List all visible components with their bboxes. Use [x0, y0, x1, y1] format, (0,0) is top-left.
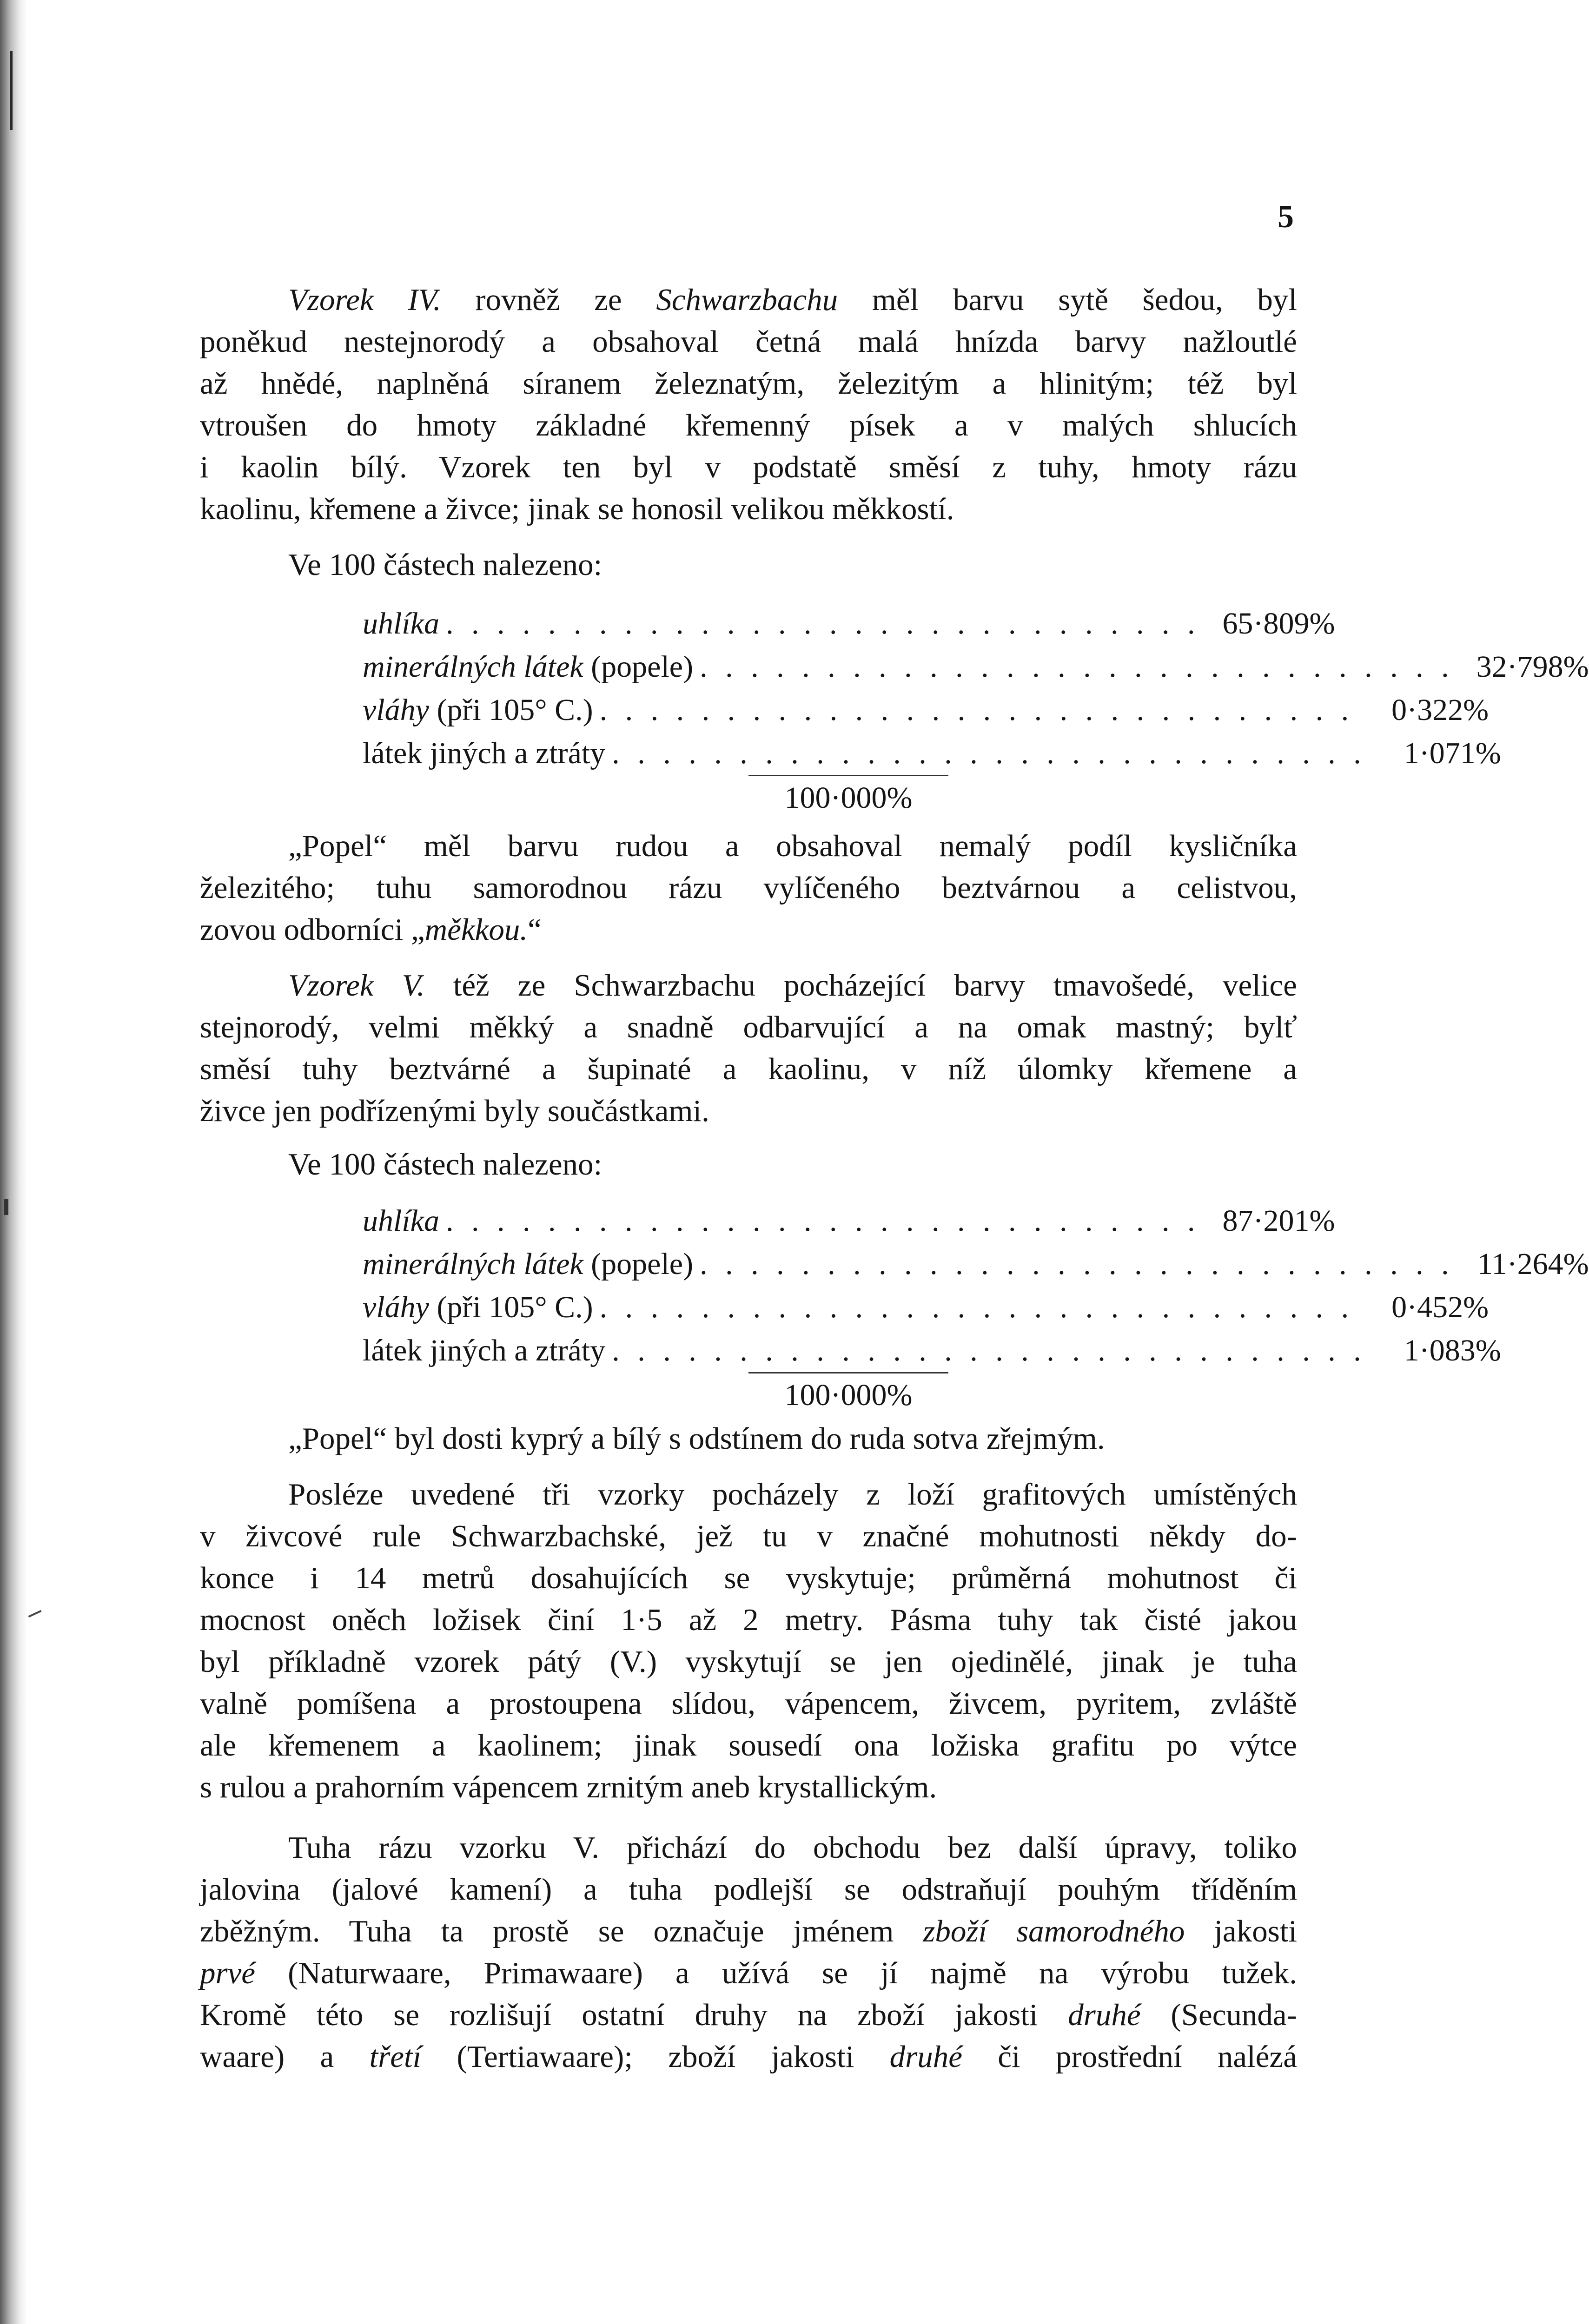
row-label: minerálných látek — [363, 1247, 583, 1281]
leader-dots: . . . . . . . . . . . . . . . . . . . . . . . . . . . . . . — [700, 1247, 1454, 1281]
row-value: 11·264% — [1477, 1247, 1589, 1281]
paragraph-loziska — [200, 1473, 1297, 1808]
text-line: vtroušen do hmoty základné křemenný písek a v malých shlucích — [200, 408, 1297, 442]
row-label: uhlíka — [363, 1204, 439, 1238]
leader-dots: . . . . . . . . . . . . . . . . . . . . . . . . . . . . . . — [700, 650, 1454, 684]
composition-table-2 — [363, 1199, 1589, 1417]
text-line: až hnědé, naplněná síranem železnatým, železitým a hlinitým; též byl — [200, 366, 1297, 401]
text-line: valně pomíšena a prostoupena slídou, vápencem, živcem, pyritem, zvláště — [200, 1686, 1297, 1721]
text-line: Posléze uvedené tři vzorky pocházely z loží grafitových umístěných — [288, 1477, 1297, 1512]
row-label: minerálných látek — [363, 650, 583, 684]
table-total-row — [363, 775, 948, 819]
text-line: zovou odborníci „měkkou.“ — [200, 912, 542, 947]
row-label: uhlíka — [363, 607, 439, 640]
binding-mark — [4, 1199, 8, 1215]
composition-table-1 — [363, 602, 1589, 819]
text-line: s rulou a prahorním vápencem zrnitým aneb krystallickým. — [200, 1770, 937, 1804]
text-line: waare) a třetí (Tertiawaare); zboží jakosti druhé či prostřední nalézá — [200, 2040, 1297, 2074]
text-line: „Popel“ měl barvu rudou a obsahoval nemalý podíl kysličníka — [288, 829, 1297, 863]
row-value: 0·452% — [1391, 1290, 1489, 1324]
table-row: minerálných látek (popele) . . . . . . . . . . . . . . . . . . . . . . . . . . . . . . 32·798% — [363, 645, 948, 688]
text-line: prvé (Naturwaare, Primawaare) a užívá se jí najmě na výrobu tužek. — [200, 1956, 1297, 1990]
total-value: 100·000% — [748, 1372, 948, 1417]
text-line: Vzorek IV. rovněž ze Schwarzbachu měl barvu sytě šedou, byl — [288, 283, 1298, 317]
text-line: „Popel“ byl dosti kyprý a bílý s odstínem do ruda sotva zřejmým. — [288, 1421, 1105, 1456]
table-row: látek jiných a ztráty . . . . . . . . . . . . . . . . . . . . . . . . . . . . . . 1·071% — [363, 732, 948, 775]
text-line: konce i 14 metrů dosahujících se vyskytuje; průměrná mohutnost či — [200, 1561, 1297, 1595]
leader-dots: . . . . . . . . . . . . . . . . . . . . . . . . . . . . . . — [445, 1204, 1200, 1238]
total-value: 100·000% — [748, 775, 948, 819]
table-row — [363, 602, 1335, 645]
table-row: minerálných látek (popele) . . . . . . . . . . . . . . . . . . . . . . . . . . . . . . 11·264% — [363, 1242, 948, 1286]
leader-dots: . . . . . . . . . . . . . . . . . . . . . . . . . . . . . . — [445, 607, 1200, 640]
paragraph-tuha — [200, 1827, 1297, 2078]
text-line: i kaolin bílý. Vzorek ten byl v podstatě směsí z tuhy, hmoty rázu — [200, 450, 1297, 484]
table-row: vláhy (při 105° C.) . . . . . . . . . . . . . . . . . . . . . . . . . . . . . . 0·322% — [363, 688, 948, 732]
leader-dots: . . . . . . . . . . . . . . . . . . . . . . . . . . . . . . — [599, 1290, 1354, 1324]
paragraph-vzorek-v — [200, 964, 1297, 1132]
table-row: látek jiných a ztráty . . . . . . . . . . . . . . . . . . . . . . . . . . . . . . 1·083% — [363, 1329, 948, 1372]
text-line: směsí tuhy beztvárné a šupinaté a kaolinu, v níž úlomky křemene a — [200, 1052, 1297, 1086]
table-intro: Ve 100 částech nalezeno: — [288, 548, 602, 582]
row-value: 65·809% — [1222, 607, 1335, 640]
text-line: Vzorek V. též ze Schwarzbachu pocházející barvy tmavošedé, velice — [288, 968, 1297, 1003]
row-value: 1·083% — [1404, 1334, 1501, 1367]
row-value: 32·798% — [1476, 650, 1589, 684]
text-line: Kromě této se rozlišují ostatní druhy na zboží jakosti druhé (Secunda- — [200, 1998, 1297, 2032]
text-line: kaolinu, křemene a živce; jinak se honosil velikou měkkostí. — [200, 492, 954, 526]
paragraph-popel-2 — [200, 1418, 1297, 1459]
row-value: 0·322% — [1391, 693, 1489, 727]
table-total-row — [363, 1372, 948, 1417]
paragraph-popel-1 — [200, 825, 1297, 951]
row-value: 87·201% — [1222, 1204, 1335, 1238]
text-line: ale křemenem a kaolinem; jinak sousedí ona ložiska grafitu po výtce — [200, 1728, 1297, 1763]
text-line: stejnorodý, velmi měkký a snadně odbarvující a na omak mastný; bylť — [200, 1010, 1297, 1044]
stray-mark — [28, 1610, 42, 1618]
row-label: vláhy — [363, 1290, 429, 1324]
text-line: železitého; tuhu samorodnou rázu vylíčeného beztvárnou a celistvou, — [200, 871, 1297, 905]
page-number: 5 — [1278, 199, 1294, 235]
text-line: živce jen podřízenými byly součástkami. — [200, 1094, 709, 1128]
table-intro: Ve 100 částech nalezeno: — [288, 1147, 602, 1182]
binding-mark — [10, 51, 13, 130]
leader-dots: . . . . . . . . . . . . . . . . . . . . . . . . . . . . . . — [612, 736, 1366, 770]
table-row — [363, 1199, 1335, 1242]
text-line: zběžným. Tuha ta prostě se označuje jménem zboží samorodného jakosti — [200, 1914, 1298, 1948]
text-line: mocnost oněch ložisek činí 1·5 až 2 metry. Pásma tuhy tak čisté jakou — [200, 1603, 1297, 1637]
text-line: v živcové rule Schwarzbachské, jež tu v značné mohutnosti někdy do- — [200, 1519, 1297, 1553]
row-value: 1·071% — [1404, 736, 1501, 770]
table-row: vláhy (při 105° C.) . . . . . . . . . . . . . . . . . . . . . . . . . . . . . . 0·452% — [363, 1286, 948, 1329]
leader-dots: . . . . . . . . . . . . . . . . . . . . . . . . . . . . . . — [599, 693, 1354, 727]
text-line: byl příkladně vzorek pátý (V.) vyskytují se jen ojedinělé, jinak je tuha — [200, 1644, 1297, 1679]
row-label: vláhy — [363, 693, 429, 727]
text-line: Tuha rázu vzorku V. přichází do obchodu bez další úpravy, toliko — [288, 1830, 1297, 1865]
page-edge-shadow — [0, 0, 27, 2324]
leader-dots: . . . . . . . . . . . . . . . . . . . . . . . . . . . . . . — [612, 1334, 1366, 1367]
paragraph-vzorek-iv — [200, 279, 1297, 530]
text-line: poněkud nestejnorodý a obsahoval četná malá hnízda barvy nažloutlé — [200, 324, 1297, 359]
text-line: jalovina (jalové kamení) a tuha podlejší se odstraňují pouhým tříděním — [200, 1872, 1297, 1907]
